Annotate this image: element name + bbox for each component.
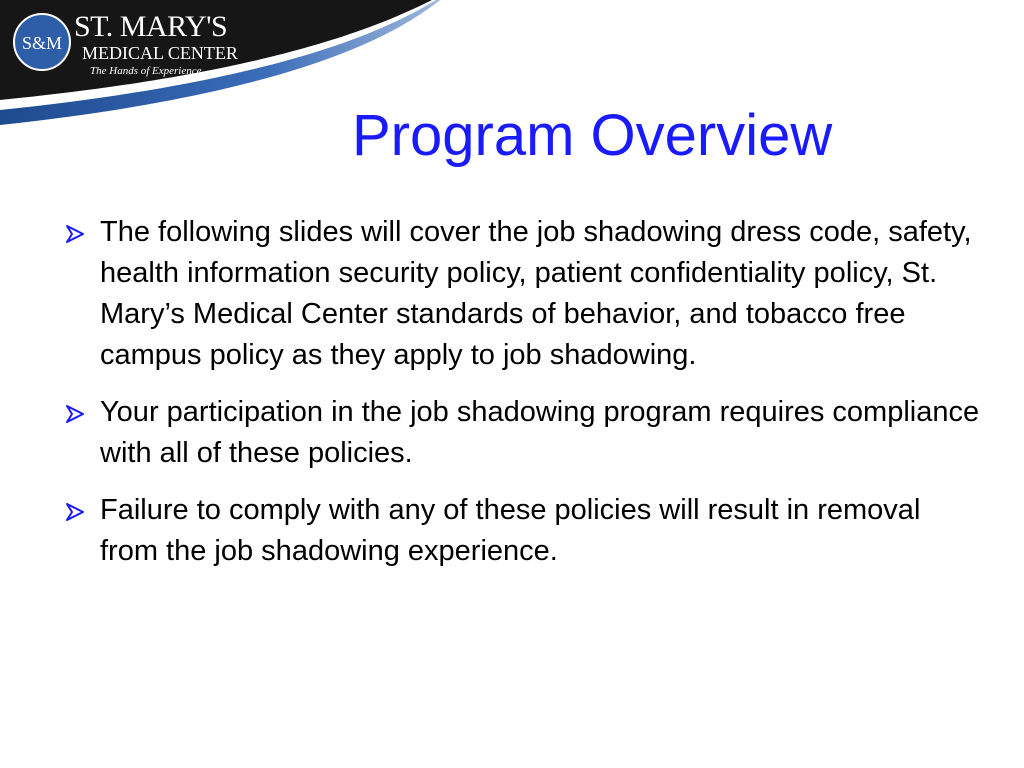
logo — [12, 8, 252, 88]
bullet-text: Failure to comply with any of these policies will result in removal from the job shadowing experience. — [100, 494, 921, 567]
arrow-bullet-icon — [64, 224, 86, 244]
bullet-list — [60, 212, 980, 588]
logo-tagline: The Hands of Experience — [90, 65, 202, 77]
logo-name: ST. MARY'S — [74, 10, 228, 43]
logo-subtitle: MEDICAL CENTER — [82, 43, 238, 63]
bullet-item — [60, 212, 980, 376]
bullet-item — [60, 490, 980, 572]
bullet-text: The following slides will cover the job shadowing dress code, safety, health information security policy, patient confidentiality policy, St. Mary’s Medical Center standards of behavior, and tobacco free campus policy as they apply to job shadowing. — [100, 216, 972, 371]
slide-title: Program Overview — [352, 103, 833, 168]
bullet-text: Your participation in the job shadowing program requires compliance with all of these policies. — [100, 396, 980, 469]
arrow-bullet-icon — [64, 404, 86, 424]
bullet-item — [60, 392, 980, 474]
logo-emblem — [12, 12, 72, 72]
logo-emblem-text: S&M — [21, 33, 63, 53]
arrow-bullet-icon — [64, 502, 86, 522]
